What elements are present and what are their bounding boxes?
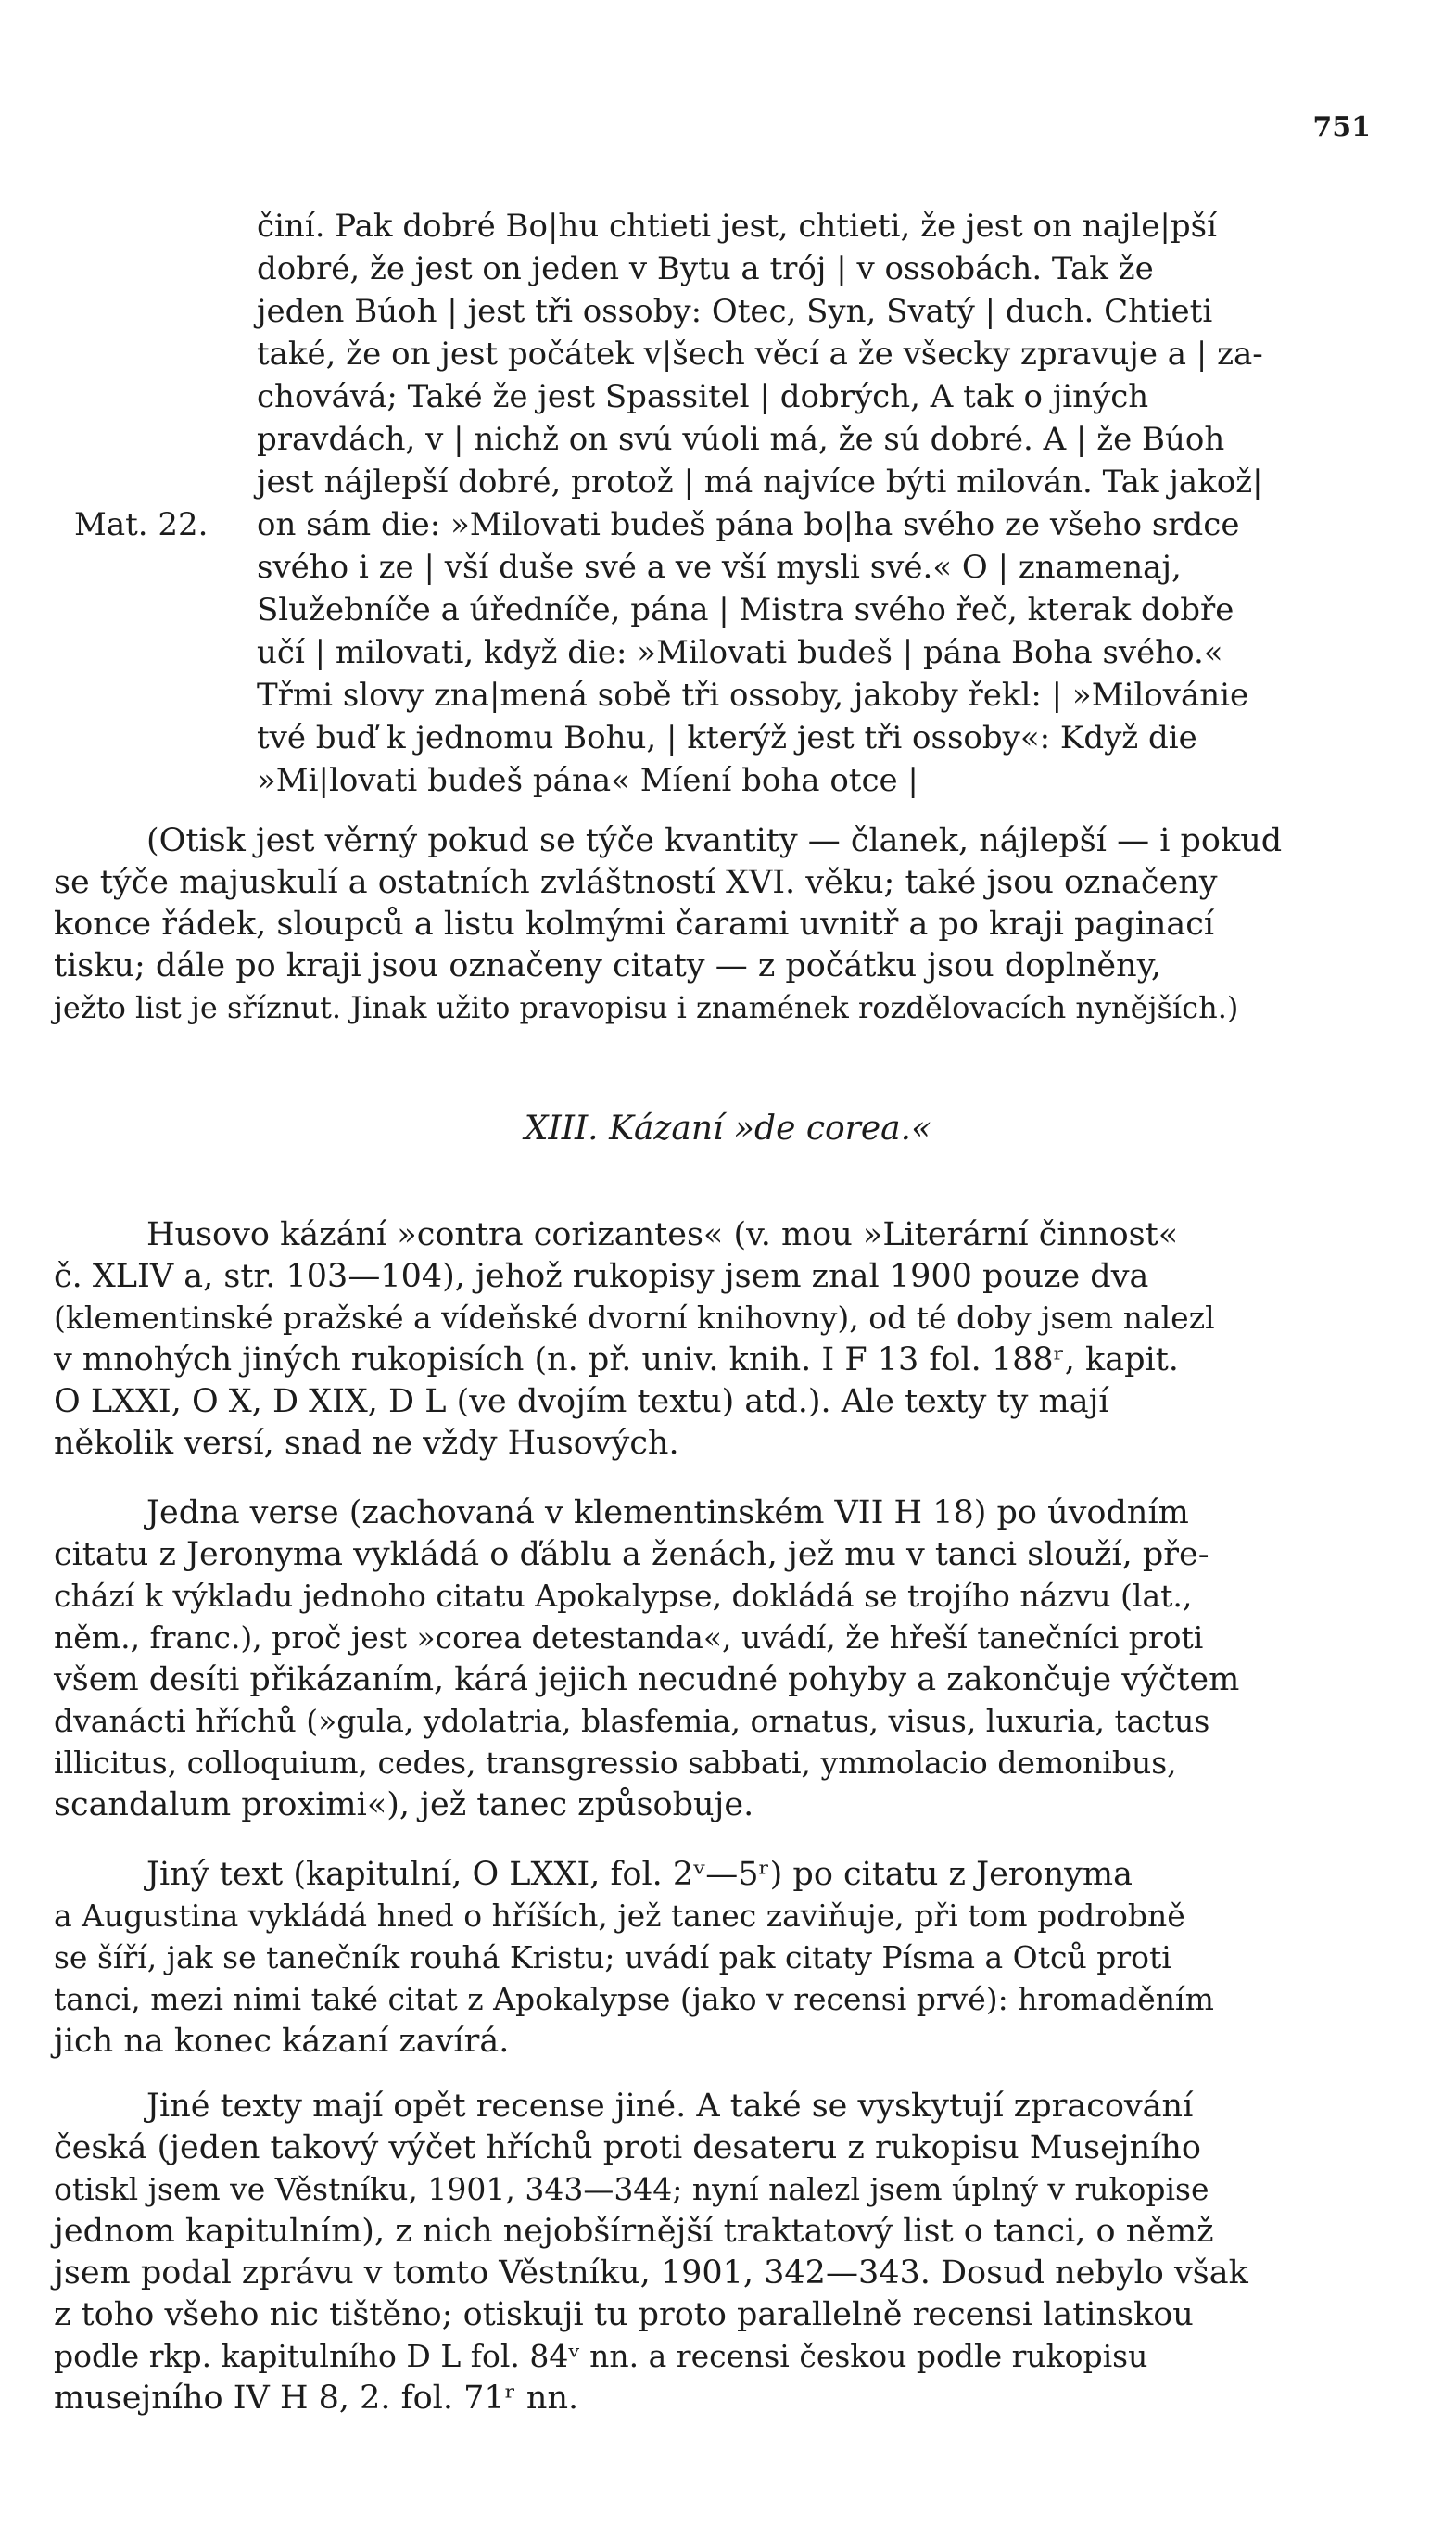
quote-line: chovává; Také že jest Spassitel | dobrých, A tak o jiných <box>257 378 1149 415</box>
paragraph-line: otiskl jsem ve Věstníku, 1901, 343—344; nyní nalezl jsem úplný v rukopise <box>54 2171 1209 2207</box>
note-line: konce řádek, sloupců a listu kolmými čarami uvnitř a po kraji paginací <box>54 906 1215 943</box>
paragraph-line: tanci, mezi nimi také citat z Apokalypse (jako v recensi prvé): hromaděním <box>54 1981 1214 2017</box>
note-line: tisku; dále po kraji jsou označeny citaty — z počátku jsou doplněny, <box>54 947 1161 984</box>
quote-line: on sám die: »Milovati budeš pána bo|ha svého ze všeho srdce <box>257 506 1240 543</box>
paragraph-line: podle rkp. kapitulního D L fol. 84ᵛ nn. a recensi českou podle rukopisu <box>54 2338 1148 2374</box>
paragraph-line: citatu z Jeronyma vykládá o ďáblu a ženách, jež mu v tanci slouží, pře- <box>54 1536 1209 1573</box>
paragraph-line: scandalum proximi«), jež tanec způsobuje. <box>54 1786 754 1823</box>
paragraph-line: Husovo kázání »contra corizantes« (v. mou »Literární činnost« <box>146 1216 1179 1253</box>
quote-line: Třmi slovy zna|mená sobě tři ossoby, jakoby řekl: | »Milovánie <box>257 677 1249 714</box>
paragraph-line: O LXXI, O X, D XIX, D L (ve dvojím textu) atd.). Ale texty ty mají <box>54 1383 1109 1420</box>
page-number: 751 <box>1312 111 1371 144</box>
margin-note: Mat. 22. <box>74 506 209 543</box>
paragraph-line: v mnohých jiných rukopisích (n. př. univ. knih. I F 13 fol. 188ʳ, kapit. <box>54 1341 1179 1378</box>
quote-line: dobré, že jest on jeden v Bytu a trój | v ossobách. Tak že <box>257 250 1154 287</box>
paragraph-line: všem desíti přikázaním, kárá jejich necudné pohyby a zakončuje výčtem <box>54 1661 1240 1698</box>
quote-line: jest nájlepší dobré, protož | má najvíce býti milován. Tak jakož| <box>257 463 1263 501</box>
paragraph-line: č. XLIV a, str. 103—104), jehož rukopisy jsem znal 1900 pouze dva <box>54 1258 1149 1295</box>
paragraph-line: Jiný text (kapitulní, O LXXI, fol. 2ᵛ—5ʳ) po citatu z Jeronyma <box>146 1856 1133 1893</box>
paragraph-line: jich na konec kázaní zavírá. <box>54 2023 510 2060</box>
note-line: se týče majuskulí a ostatních zvláštností XVI. věku; také jsou označeny <box>54 864 1218 901</box>
paragraph-line: jsem podal zprávu v tomto Věstníku, 1901, 342—343. Dosud nebylo však <box>54 2254 1248 2292</box>
quote-line: také, že on jest počátek v|šech věcí a že všecky zpravuje a | za- <box>257 336 1263 373</box>
quote-line: učí | milovati, když die: »Milovati budeš | pána Boha svého.« <box>257 634 1223 671</box>
quote-line: Služebníče a úředníče, pána | Mistra svého řeč, kterak dobře <box>257 591 1234 629</box>
section-title: XIII. Kázaní »de corea.« <box>524 1110 932 1148</box>
quote-line: pravdách, v | nichž on svú vúoli má, že sú dobré. A | že Búoh <box>257 421 1225 458</box>
paragraph-line: z toho všeho nic tištěno; otiskuji tu proto parallelně recensi latinskou <box>54 2296 1194 2333</box>
paragraph-line: chází k výkladu jednoho citatu Apokalypse, dokládá se trojího názvu (lat., <box>54 1578 1193 1614</box>
paragraph-line: něm., franc.), proč jest »corea detestanda«, uvádí, že hřeší tanečníci proti <box>54 1619 1204 1656</box>
note-line: (Otisk jest věrný pokud se týče kvantity — članek, nájlepší — i pokud <box>146 822 1283 859</box>
paragraph-line: jednom kapitulním), z nich nejobšírnější traktatový list o tanci, o němž <box>54 2213 1214 2250</box>
paragraph-line: Jiné texty mají opět recense jiné. A také se vyskytují zpracování <box>146 2088 1194 2125</box>
quote-line: »Mi|lovati budeš pána« Míení boha otce | <box>257 762 918 799</box>
paragraph-line: česká (jeden takový výčet hříchů proti desateru z rukopisu Musejního <box>54 2129 1202 2166</box>
quote-line: jeden Búoh | jest tři ossoby: Otec, Syn, Svatý | duch. Chtieti <box>257 293 1213 330</box>
quote-line: činí. Pak dobré Bo|hu chtieti jest, chtieti, že jest on najle|pší <box>257 208 1217 245</box>
paragraph-line: Jedna verse (zachovaná v klementinském VII H 18) po úvodním <box>146 1494 1189 1531</box>
paragraph-line: dvanácti hříchů (»gula, ydolatria, blasfemia, ornatus, visus, luxuria, tactus <box>54 1703 1210 1739</box>
note-line: ježto list je sříznut. Jinak užito pravopisu i znamének rozdělovacích nynějších.) <box>54 990 1239 1025</box>
quote-line: svého i ze | vší duše své a ve vší mysli své.« O | znamenaj, <box>257 549 1182 586</box>
paragraph-line: musejního IV H 8, 2. fol. 71ʳ nn. <box>54 2380 579 2417</box>
paragraph-line: několik versí, snad ne vždy Husových. <box>54 1425 679 1462</box>
paragraph-line: illicitus, colloquium, cedes, transgressio sabbati, ymmolacio demonibus, <box>54 1745 1177 1781</box>
paragraph-line: a Augustina vykládá hned o hříších, jež tanec zaviňuje, při tom podrobně <box>54 1898 1185 1934</box>
quote-line: tvé buď k jednomu Bohu, | kterýž jest tři ossoby«: Když die <box>257 719 1197 756</box>
paragraph-line: se šíří, jak se tanečník rouhá Kristu; uvádí pak citaty Písma a Otců proti <box>54 1939 1171 1975</box>
paragraph-line: (klementinské pražské a vídeňské dvorní knihovny), od té doby jsem nalezl <box>54 1300 1215 1336</box>
